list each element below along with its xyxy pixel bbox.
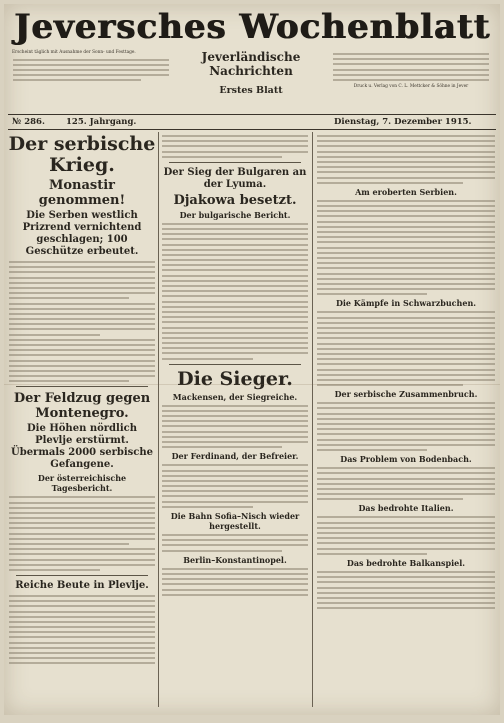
masthead-center-title: Jeverländische Nachrichten <box>201 50 301 78</box>
issue-date: Dienstag, 7. Dezember 1915. <box>334 117 472 127</box>
masthead-title: Jeversches Wochenblatt <box>13 7 491 47</box>
article-text <box>317 311 495 386</box>
headline-austrian-report: Der österreichische Tagesbericht. <box>37 473 127 494</box>
headline-battles: Die Kämpfe in Schwarzbuchen. <box>335 298 477 309</box>
masthead-center <box>176 50 326 102</box>
headline-serbian-collapse: Der serbische Zusammenbruch. <box>334 389 478 400</box>
masthead-right-text: Druck u. Verlag von C. L. Mettcker & Söhne in Jever <box>353 84 469 90</box>
headline-plevlje: Die Höhen nördlich Plevlje erstürmt. Übermals 2000 serbische Gefangene. <box>10 423 154 471</box>
volume: 125. Jahrgang. <box>66 117 137 127</box>
headline-italy: Das bedrohte Italien. <box>358 503 454 514</box>
article-text <box>9 261 155 382</box>
headline-bulgarian-report: Der bulgarische Bericht. <box>179 209 291 220</box>
article-text <box>162 534 308 552</box>
masthead-right-lines <box>333 53 489 81</box>
column-3 <box>316 132 496 707</box>
column-rule <box>158 132 159 707</box>
headline-bulgarian-victory: Der Sieg der Bulgaren an der Lyuma. <box>163 166 307 190</box>
headline-montenegro: Der Feldzug gegen Montenegro. <box>13 391 151 422</box>
column-2 <box>161 132 309 707</box>
article-text <box>162 223 308 360</box>
article-text <box>317 571 495 609</box>
article-text <box>162 464 308 508</box>
headline-conquered-serbia: Am eroberten Serbien. <box>355 186 457 197</box>
article-text <box>317 200 495 295</box>
masthead-left-lines <box>13 59 169 82</box>
masthead-center-sub: Erstes Blatt <box>219 85 283 96</box>
newspaper-page <box>4 4 500 715</box>
headline-balkan: Das bedrohte Balkanspiel. <box>346 557 466 568</box>
article-text <box>317 402 495 451</box>
masthead-left-text: Erscheint täglich mit Ausnahme der Sonn- und Festtage. <box>12 50 136 55</box>
headline-berlin-constantinople: Berlin–Konstantinopel. <box>183 554 287 565</box>
article-text <box>317 135 495 184</box>
article-text <box>317 516 495 554</box>
article-text <box>317 467 495 500</box>
headline-monastir: Monastir genommen! <box>38 178 126 208</box>
issue-number: № 286. <box>12 117 45 127</box>
column-rule <box>312 132 313 707</box>
article-text <box>162 135 308 158</box>
headline-mackensen: Mackensen, der Siegreiche. <box>172 391 298 402</box>
paper-fold <box>4 384 500 385</box>
headline-djakowa: Djakowa besetzt. <box>173 192 297 208</box>
headline-ferdinand: Der Ferdinand, der Befreier. <box>171 451 299 462</box>
headline-bodenbach: Das Problem von Bodenbach. <box>340 454 472 465</box>
masthead-left-notice <box>12 50 170 102</box>
dateline <box>8 114 496 130</box>
headline-serbian-war: Der serbische Krieg. <box>8 133 156 176</box>
headline-the-victors: Die Sieger. <box>177 367 293 390</box>
article-text <box>162 405 308 449</box>
masthead-right-notice <box>332 50 490 102</box>
headline-railway: Die Bahn Sofia–Nisch wieder hergestellt. <box>170 511 300 531</box>
column-1 <box>8 132 156 707</box>
article-text <box>9 496 155 571</box>
headline-rich-booty: Reiche Beute in Plevlje. <box>15 579 149 591</box>
article-text <box>9 595 155 664</box>
article-text <box>162 568 308 596</box>
headline-prizrend: Die Serben westlich Prizrend vernichtend geschlagen; 100 Geschütze erbeutet. <box>22 210 142 257</box>
